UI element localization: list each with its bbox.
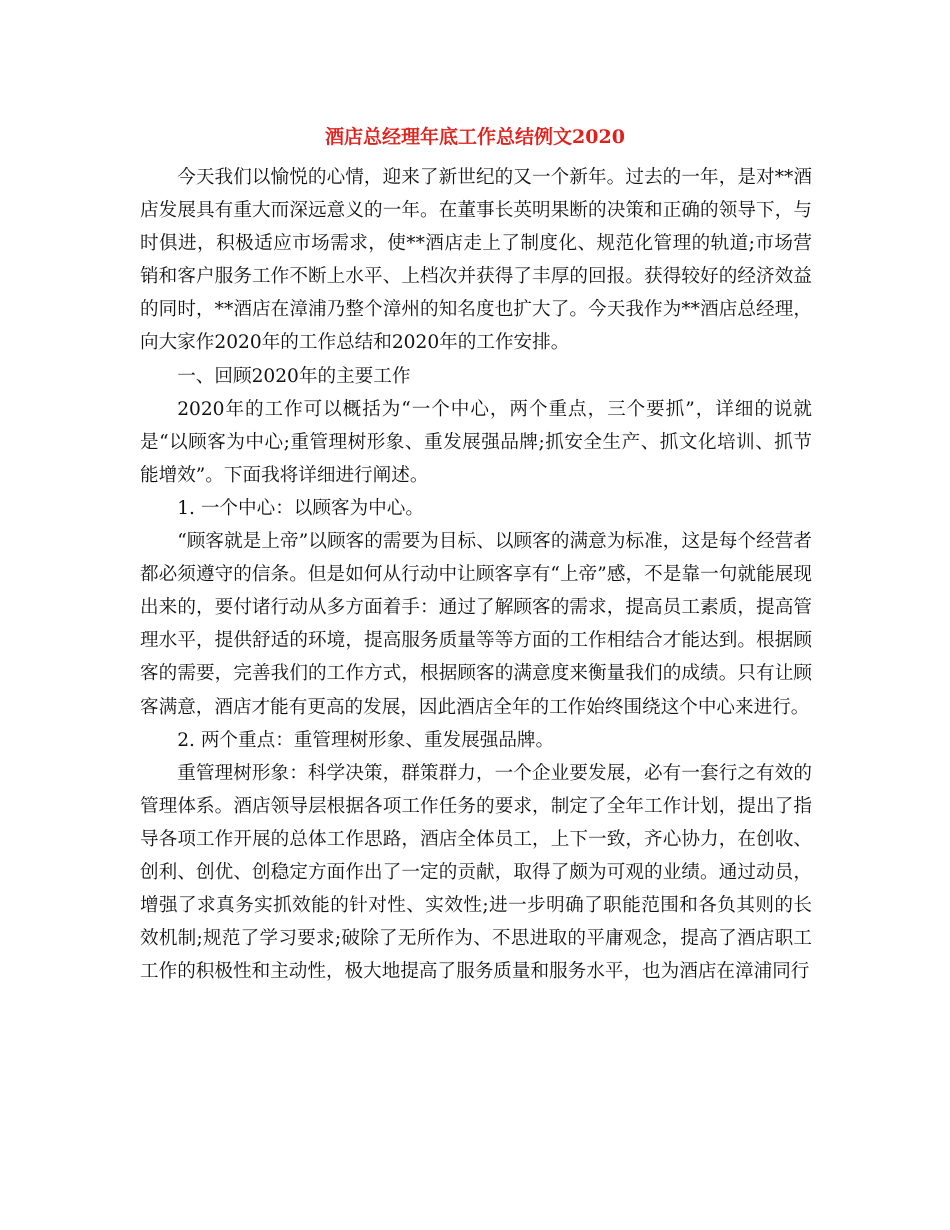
section-heading-review: 一、回顾2020年的主要工作 bbox=[177, 365, 411, 387]
document-title: 酒店总经理年底工作总结例文2020 bbox=[325, 126, 625, 148]
paragraph-management: 重管理树形象：科学决策，群策群力，一个企业要发展，必有一套行之有效的管理体系。酒店领导层根据各项工作任务的要求，制定了全年工作计划，提出了指导各项工作开展的总体工作思路，酒店全体员工，上下一致，齐心协力，在创收、创利、创优、创稳定方面作出了一定的贡献，取得了颇为可观的业绩。通过动员，增强了求真务实抓效能的针对性、实效性;进一步明确了职能范围和各负其则的长效机制;规范了学习要求;破除了无所作为、不思进取的平庸观念，提高了酒店职工工作的积极性和主动性，极大地提高了服务质量和服务水平，也为酒店在漳浦同行 bbox=[140, 762, 812, 983]
paragraph-customer: “顾客就是上帝”以顾客的需要为目标、以顾客的满意为标准，这是每个经营者都必须遵守的信条。但是如何从行动中让顾客享有“上帝”感，不是靠一句就能展现出来的，要付诸行动从多方面着手：通过了解顾客的需求，提高员工素质，提高管理水平，提供舒适的环境，提高服务质量等等方面的工作相结合才能达到。根据顾客的需要，完善我们的工作方式，根据顾客的满意度来衡量我们的成绩。只有让顾客满意，酒店才能有更高的发展，因此酒店全年的工作始终围绕这个中心来进行。 bbox=[140, 531, 812, 718]
paragraph-summary: 2020年的工作可以概括为“一个中心，两个重点，三个要抓”，详细的说就是“以顾客为中心;重管理树形象、重发展强品牌;抓安全生产、抓文化培训、抓节能增效”。下面我将详细进行阐述。 bbox=[140, 398, 812, 486]
document-body bbox=[140, 161, 812, 988]
subheading-one-center: 1. 一个中心：以顾客为中心。 bbox=[177, 497, 424, 519]
paragraph-intro: 今天我们以愉悦的心情，迎来了新世纪的又一个新年。过去的一年，是对**酒店发展具有重大而深远意义的一年。在董事长英明果断的决策和正确的领导下，与时俱进，积极适应市场需求，使**酒店走上了制度化、规范化管理的轨道;市场营销和客户服务工作不断上水平、上档次并获得了丰厚的回报。获得较好的经济效益的同时，**酒店在漳浦乃整个漳州的知名度也扩大了。今天我作为**酒店总经理，向大家作2020年的工作总结和2020年的工作安排。 bbox=[140, 167, 812, 354]
subheading-two-focus: 2. 两个重点：重管理树形象、重发展强品牌。 bbox=[177, 729, 555, 751]
